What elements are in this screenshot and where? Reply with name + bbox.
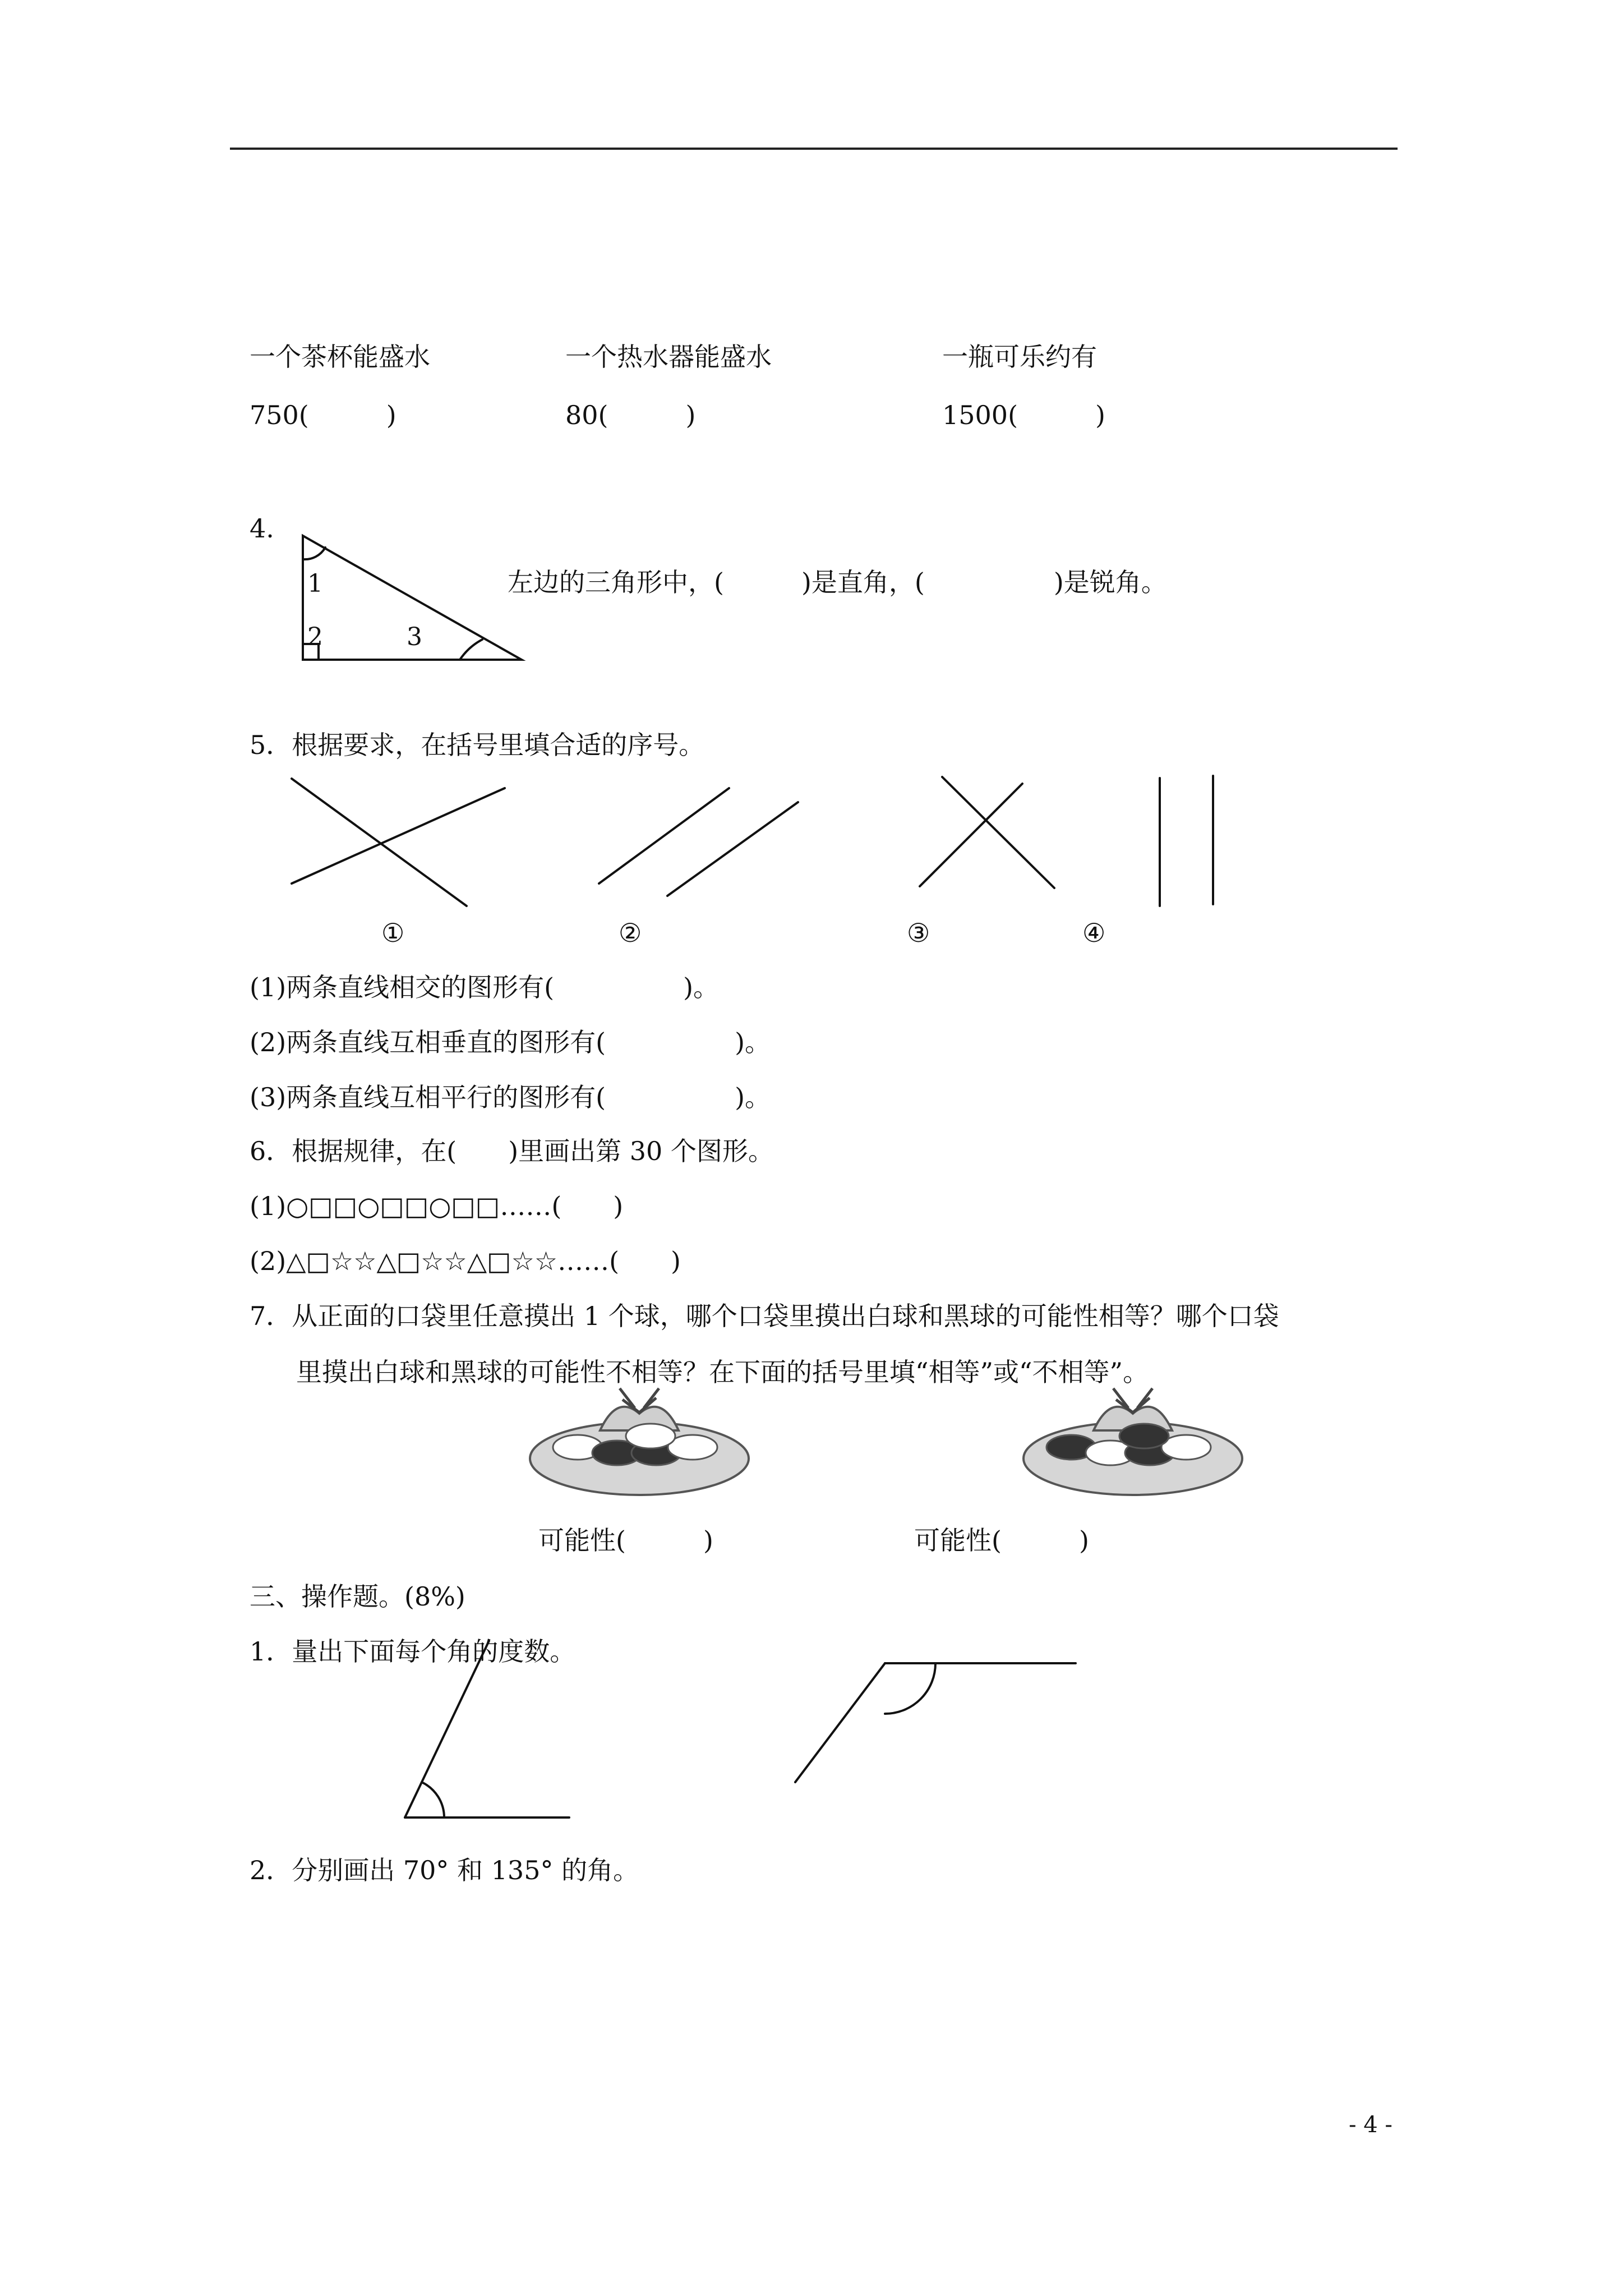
q6-sub-1: (1)○□□○□□○□□……( ) [250, 1191, 624, 1221]
angle-b-arc [885, 1663, 935, 1714]
bag-2-caption: 可能性( ) [914, 1525, 1089, 1556]
q3-item-1-answer: 750( ) [250, 400, 396, 430]
q3-item-2-answer: 80( ) [565, 400, 696, 430]
q5-sub-3: (3)两条直线互相平行的图形有( )。 [250, 1082, 771, 1112]
bag-1-caption: 可能性( ) [538, 1525, 713, 1556]
q5-sub-1: (1)两条直线相交的图形有( )。 [250, 972, 720, 1002]
angle-a-arc [422, 1782, 444, 1818]
q4-question-text: 左边的三角形中，( )是直角，( )是锐角。 [508, 567, 1167, 597]
angle-label-3: 3 [407, 623, 422, 651]
angle-b-arm [795, 1663, 885, 1782]
figure-label-2: ② [619, 918, 642, 948]
q4-number: 4. [250, 513, 274, 544]
q3-item-2-label: 一个热水器能盛水 [565, 342, 772, 372]
section3-title: 三、操作题。(8%) [250, 1581, 465, 1612]
section3-q1: 1．量出下面每个角的度数。 [250, 1636, 576, 1667]
figure-label-4: ④ [1082, 918, 1106, 948]
figure-label-3: ③ [907, 918, 930, 948]
page-number: - 4 - [1349, 2112, 1393, 2138]
q5-sub-2: (2)两条直线互相垂直的图形有( )。 [250, 1027, 771, 1057]
q6-title: 6．根据规律，在( )里画出第 30 个图形。 [250, 1136, 774, 1166]
section3-q2: 2．分别画出 70° 和 135° 的角。 [250, 1855, 639, 1885]
q3-item-1-label: 一个茶杯能盛水 [250, 342, 430, 372]
q7-line-2: 里摸出白球和黑球的可能性不相等？在下面的括号里填“相等”或“不相等”。 [296, 1357, 1149, 1387]
q3-item-3-answer: 1500( ) [942, 400, 1105, 430]
figure-label-1: ① [381, 918, 405, 948]
angle-a-arm [405, 1641, 489, 1818]
q5-title: 5．根据要求，在括号里填合适的序号。 [250, 730, 705, 760]
angle-label-1: 1 [307, 569, 323, 598]
angle-label-2: 2 [307, 623, 323, 651]
q7-line-1: 7．从正面的口袋里任意摸出 1 个球，哪个口袋里摸出白球和黑球的可能性相等？哪个口袋 [250, 1301, 1279, 1331]
q6-sub-2: (2)△□☆☆△□☆☆△□☆☆……( ) [250, 1246, 681, 1276]
q3-item-3-label: 一瓶可乐约有 [942, 342, 1097, 372]
